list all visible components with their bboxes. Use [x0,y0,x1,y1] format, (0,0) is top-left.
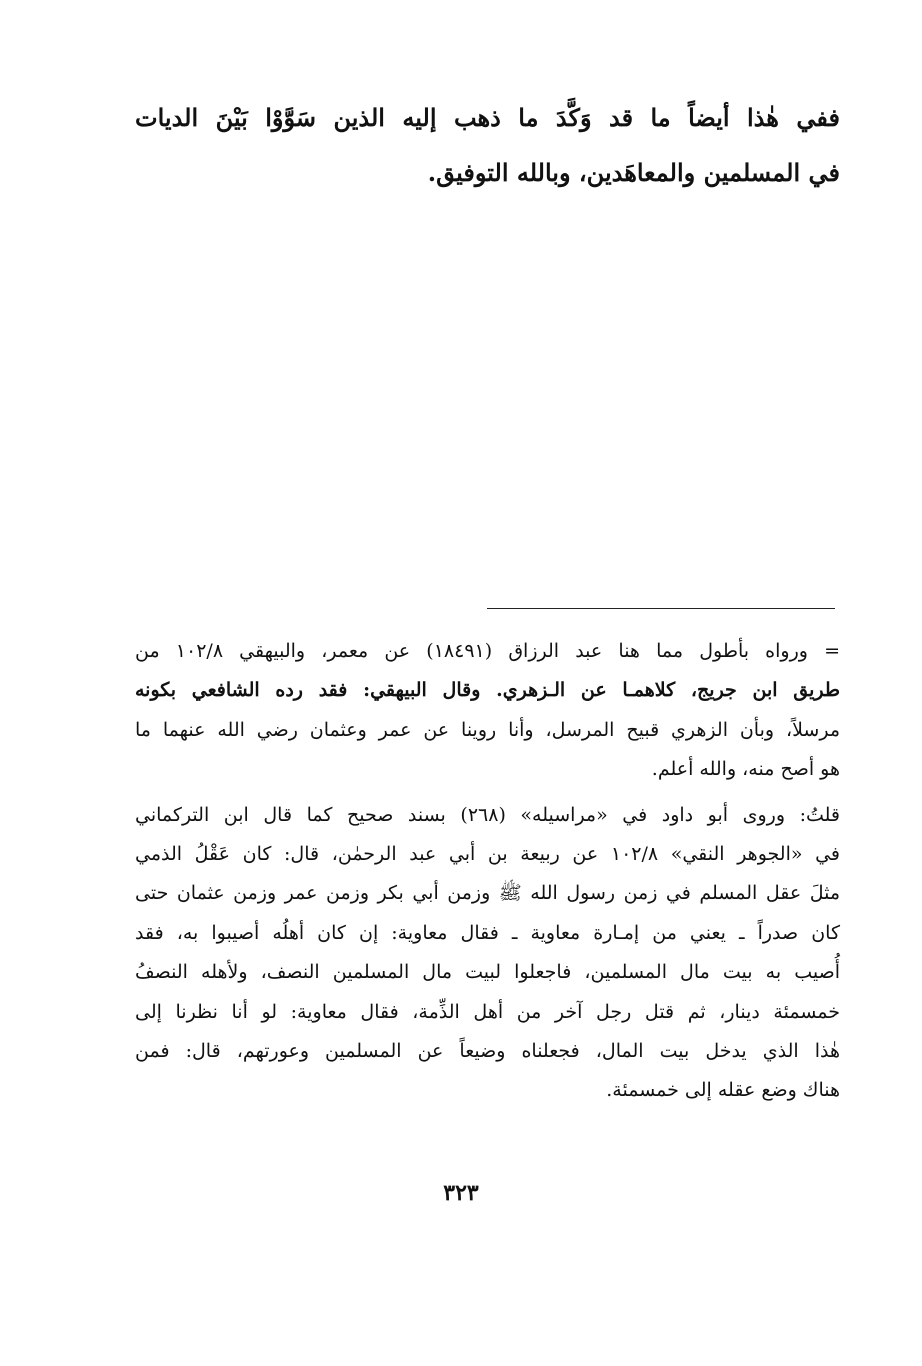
footnote-line: طريق ابن جريج، كلاهمـا عن الـزهري. وقال البيهقي: فقد رده الشافعي بكونه [135,679,840,702]
footnote-line: مثلَ عقل المسلم في زمن رسول الله ﷺ وزمن أبي بكر وزمن عمر وزمن عثمان حتى [135,882,840,905]
main-text-block [135,90,840,200]
footnotes-block [135,632,840,1111]
main-text-line: ففي هٰذا أيضاً ما قد وَكَّدَ ما ذهب إليه الذين سَوَّوْا بَيْنَ الديات [135,103,840,132]
footnote-line: هناك وضع عقله إلى خمسمئة. [606,1079,840,1102]
footnote-line: مرسلاً، وبأن الزهري قبيح المرسل، وأنا روينا عن عمر وعثمان رضي الله عنهما ما [135,718,840,741]
footnote-line: هو أصح منه، والله أعلم. [651,758,840,781]
footnote-line: خمسمئة دينار، ثم قتل رجل آخر من أهل الذِّمة، فقال معاوية: لو أنا نظرنا إلى [135,1000,840,1023]
footnote-line: في «الجوهر النقي» ١٠٢/٨ عن ربيعة بن أبي عبد الرحمٰن، قال: كان عَقْلُ الذمي [135,842,841,865]
footnote-line: كان صدراً ـ يعني من إمـارة معاوية ـ فقال معاوية: إن كان أهلُه أصيبوا به، فقد [135,921,840,944]
footnote-line: = ورواه بأطول مما هنا عبد الرزاق (١٨٤٩١) عن معمر، والبيهقي ١٠٢/٨ من [135,640,840,662]
page-number: ٣٢٣ [443,1180,479,1206]
footnote-line: هٰذا الذي يدخل بيت المال، فجعلناه وضيعاً عن المسلمين وعورتهم، قال: فمن [135,1039,840,1062]
footnote-divider [487,608,835,609]
footnote-line: أُصيب به بيت مال المسلمين، فاجعلوا لبيت مال المسلمين النصف، ولأهله النصفُ [135,961,840,984]
footnote-line: قلتُ: وروى أبو داود في «مراسيله» (٢٦٨) بسند صحيح كما قال ابن التركماني [135,803,840,826]
main-text-line: في المسلمين والمعاهَدين، وبالله التوفيق. [427,158,840,187]
